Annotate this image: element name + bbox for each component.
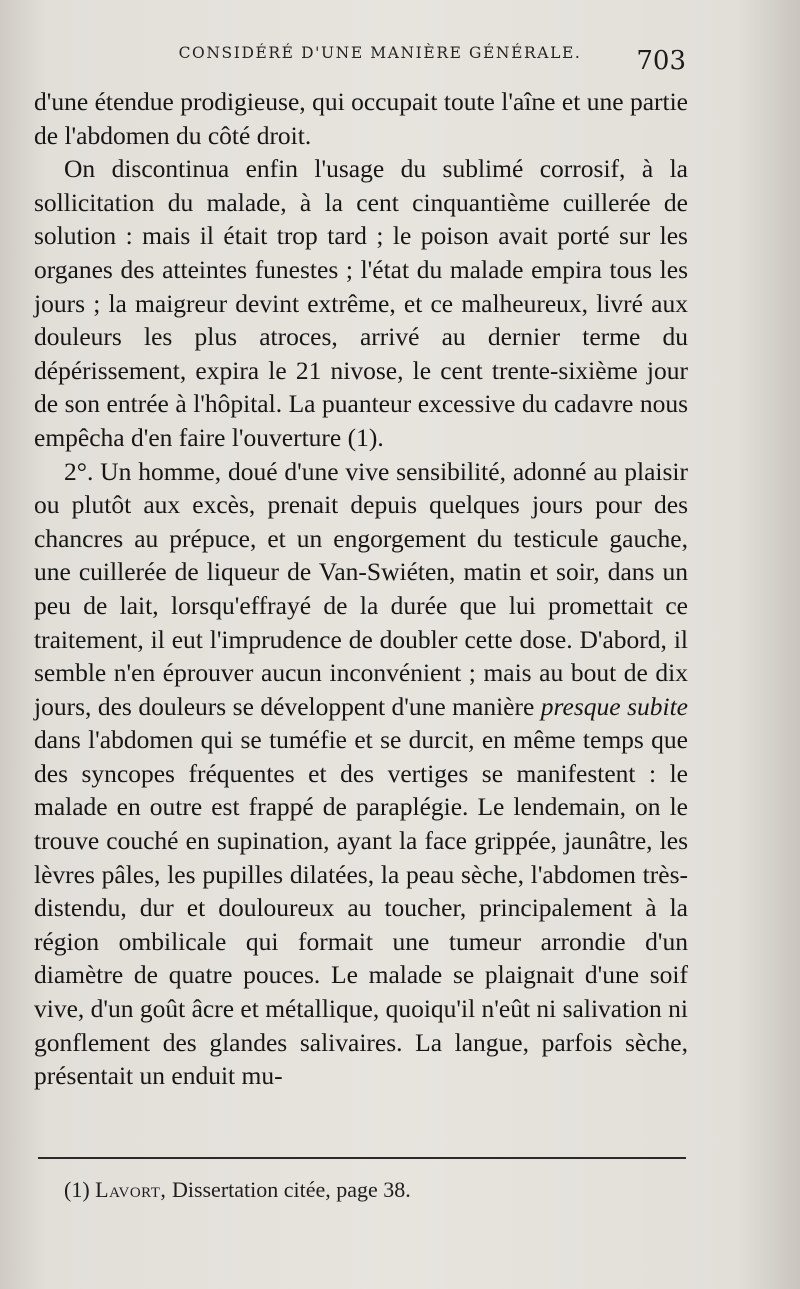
page-header <box>60 44 700 78</box>
running-title: CONSIDÉRÉ D'UNE MANIÈRE GÉNÉRALE. <box>178 44 582 62</box>
footnote <box>64 1177 411 1203</box>
italic-phrase: presque subite <box>540 691 688 721</box>
footnote-text: Dissertation citée, page 38. <box>171 1177 411 1202</box>
paragraph: On discontinua enfin l'usage du sublimé corrosif, à la sollicitation du malade, à la cent cinquantième cuillerée de solution : mais il était trop tard ; le poison avait porté sur les organes des atteintes funestes ; l'état du malade empira tous les jours ; la maigreur devint extrême, et ce malheureux, livré aux douleurs les plus atroces, arrivé au dernier terme du dépérissement, expira le 21 nivose, le cent trente-sixième jour de son entrée à l'hôpital. La puanteur excessive du cadavre nous empêcha d'en faire l'ouverture (1). <box>34 154 688 452</box>
paragraph-case-2 <box>34 455 688 1093</box>
paragraph-continued: d'une étendue prodigieuse, qui occupait toute l'aîne et une partie de l'abdomen du côté droit. <box>34 87 688 150</box>
footnote-author: Lavort, <box>95 1177 167 1202</box>
footnote-rule <box>38 1157 686 1159</box>
paragraph-text: 2°. Un homme, doué d'une vive sensibilité, adonné au plaisir ou plutôt aux excès, prenait depuis quelques jours pour des chancres au prépuce, et un engorgement du testicule gauche, une cuillerée de liqueur de Van-Swiéten, matin et soir, dans un peu de lait, lorsqu'effrayé de la durée que lui promettait ce traitement, il eut l'imprudence de doubler cette dose. D'abord, il semble n'en éprouver aucun inconvénient ; mais au bout de dix jours, des douleurs se développent d'une manière <box>34 456 688 721</box>
footnote-marker: (1) <box>64 1177 90 1202</box>
page-number: 703 <box>636 46 686 76</box>
paragraph-text: dans l'abdomen qui se tuméfie et se durcit, en même temps que des syncopes fréquentes et des vertiges se manifestent : le malade en outre est frappé de paraplégie. Le lendemain, on le trouve couché en supination, ayant la face grippée, jaunâtre, les lèvres pâles, les pupilles dilatées, la peau sèche, l'abdomen très-distendu, dur et douloureux au toucher, principalement à la région ombilicale qui formait une tumeur arrondie d'un diamètre de quatre pouces. Le malade se plaignait d'une soif vive, d'un goût âcre et métallique, quoiqu'il n'eût ni salivation ni gonflement des glandes salivaires. La langue, parfois sèche, présentait un enduit mu- <box>34 725 688 1091</box>
body-text <box>34 85 688 1093</box>
